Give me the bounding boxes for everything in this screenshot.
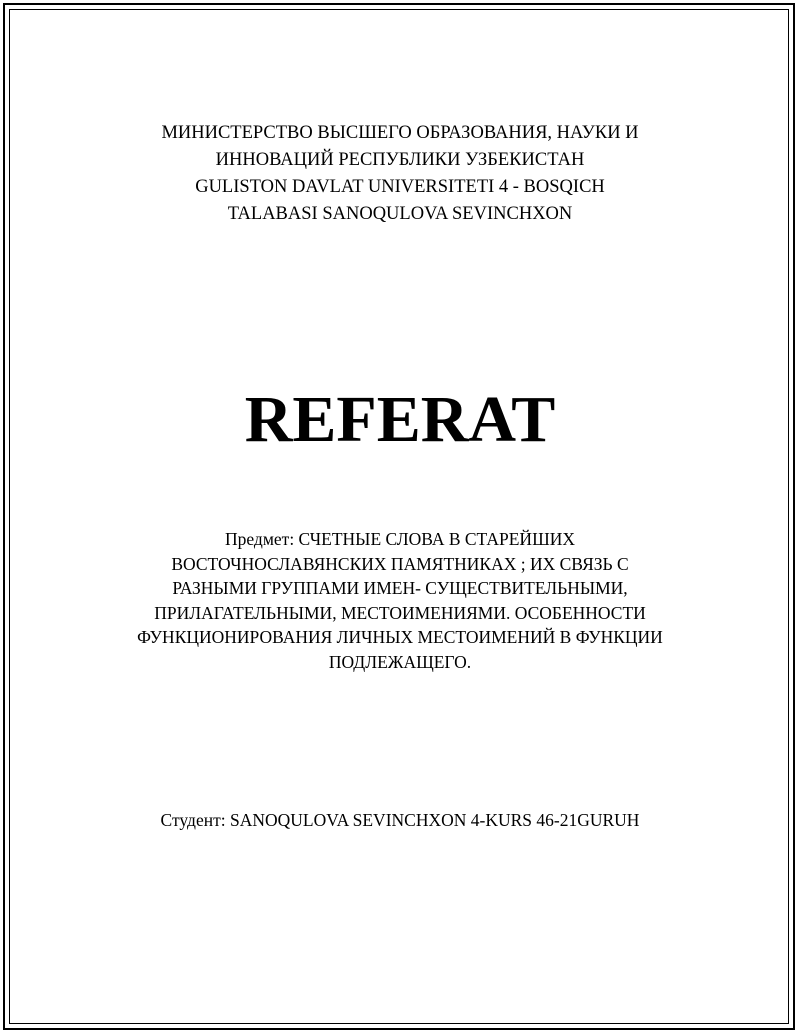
subject-line: РАЗНЫМИ ГРУППАМИ ИМЕН- СУЩЕСТВИТЕЛЬНЫМИ, — [172, 578, 628, 598]
student-line: Студент: SANOQULOVA SEVINCHXON 4-KURS 46-21GURUH — [160, 810, 640, 830]
header-line: ИННОВАЦИЙ РЕСПУБЛИКИ УЗБЕКИСТАН — [215, 150, 585, 170]
subject-text — [40, 527, 760, 674]
subject-line: ПРИЛАГАТЕЛЬНЫМИ, МЕСТОИМЕНИЯМИ. ОСОБЕННОСТИ — [154, 602, 646, 623]
subject-line: ВОСТОЧНОСЛАВЯНСКИХ ПАМЯТНИКАХ ; ИХ СВЯЗЬ С — [171, 553, 629, 574]
subject-line: Предмет: СЧЕТНЫЕ СЛОВА В СТАРЕЙШИХ — [225, 529, 575, 549]
header-line: МИНИСТЕРСТВО ВЫСШЕГО ОБРАЗОВАНИЯ, НАУКИ И — [161, 123, 639, 143]
header-line: GULISTON DAVLAT UNIVERSITETI 4 - BOSQICH — [195, 177, 605, 197]
ministry-header — [40, 120, 760, 228]
header-line: TALABASI SANOQULOVA SEVINCHXON — [227, 204, 573, 224]
subject-line: ФУНКЦИОНИРОВАНИЯ ЛИЧНЫХ МЕСТОИМЕНИЙ В ФУНКЦИИ — [137, 627, 663, 647]
document-title: REFERAT — [244, 383, 556, 456]
subject-line: ПОДЛЕЖАЩЕГО. — [328, 651, 472, 672]
